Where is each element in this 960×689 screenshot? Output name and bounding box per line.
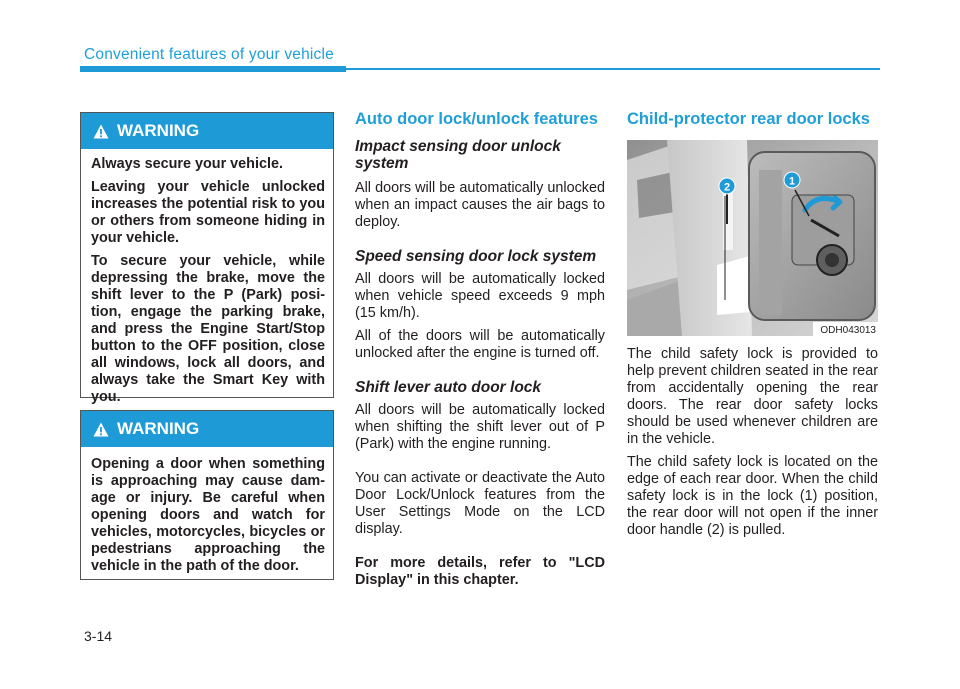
body-text: You can activate or deactivate the Auto Door Lock/Unlock features from the User Settings Mode on the LCD display. — [355, 470, 605, 537]
callout-1: 1 — [788, 175, 796, 188]
subsection-title: Speed sensing door lock system — [355, 248, 597, 265]
body-text: The child safety lock is located on the edge of each rear door. When the child safety lock is in the lock (1) position, the rear door will not open if the inner door handle (2) is pulled. — [627, 454, 878, 538]
body-text: All doors will be automatically locked when shifting the shift lever out of P (Park) with the engine running. — [355, 402, 605, 452]
child-lock-illustration — [627, 140, 878, 336]
page-number: 3-14 — [84, 628, 113, 644]
warning-box-door-opening — [80, 410, 334, 580]
body-text: All doors will be automatically unlocked when an impact causes the air bags to deploy. — [355, 180, 605, 230]
body-text: All doors will be automatically locked when vehicle speed exceeds 9 mph (15 km/h). — [355, 271, 605, 321]
figure-code: ODH043013 — [820, 325, 876, 336]
child-lock-text — [627, 346, 878, 539]
subsection-title: Impact sensing door unlock system — [355, 138, 561, 172]
warning-box-secure-vehicle — [80, 112, 334, 405]
warning-label: WARNING — [117, 121, 200, 140]
warning-label: WARNING — [117, 419, 200, 438]
warning-triangle-icon — [93, 124, 109, 139]
header-rule-thick — [80, 66, 346, 72]
header-rule-thin — [346, 68, 880, 70]
warning-body — [81, 447, 333, 587]
auto-door-lock-section — [355, 110, 605, 589]
warning-body — [81, 149, 333, 418]
body-text: The child safety lock is provided to help prevent children seated in the rear from accidentally opening the rear doors. The rear door safety locks should be used whenever children are in the vehicle. — [627, 346, 878, 447]
warning-triangle-icon — [93, 422, 109, 437]
warning-paragraph: Leaving your vehicle unlocked increases the potential risk to you or others from someone hiding in your vehicle. — [91, 179, 325, 246]
warning-paragraph: Always secure your vehicle. — [91, 156, 283, 172]
subsection-title: Shift lever auto door lock — [355, 379, 542, 396]
warning-paragraph: Opening a door when something is approaching may cause dam-age or injury. Be careful when opening doors and watch for vehicles, motorcycles, bicycles or pedestrians approaching the vehicle in the path of the door. — [91, 456, 325, 574]
callout-2: 2 — [723, 181, 731, 194]
section-header: Convenient features of your vehicle — [84, 46, 334, 63]
body-text: All of the doors will be automatically unlocked after the engine is turned off. — [355, 328, 605, 361]
section-title: Child-protector rear door locks — [627, 110, 870, 128]
warning-paragraph: To secure your vehicle, while depressing the brake, move the shift lever to the P (Park) posi-tion, engage the parking brake, and press the Engine Start/Stop button to the OFF position, close all windows, lock all doors, and always take the Smart Key with you. — [91, 253, 325, 405]
section-title: Auto door lock/unlock features — [355, 110, 598, 128]
body-text-bold: For more details, refer to "LCD Display" in this chapter. — [355, 555, 605, 588]
warning-header — [81, 411, 333, 447]
warning-header — [81, 113, 333, 149]
